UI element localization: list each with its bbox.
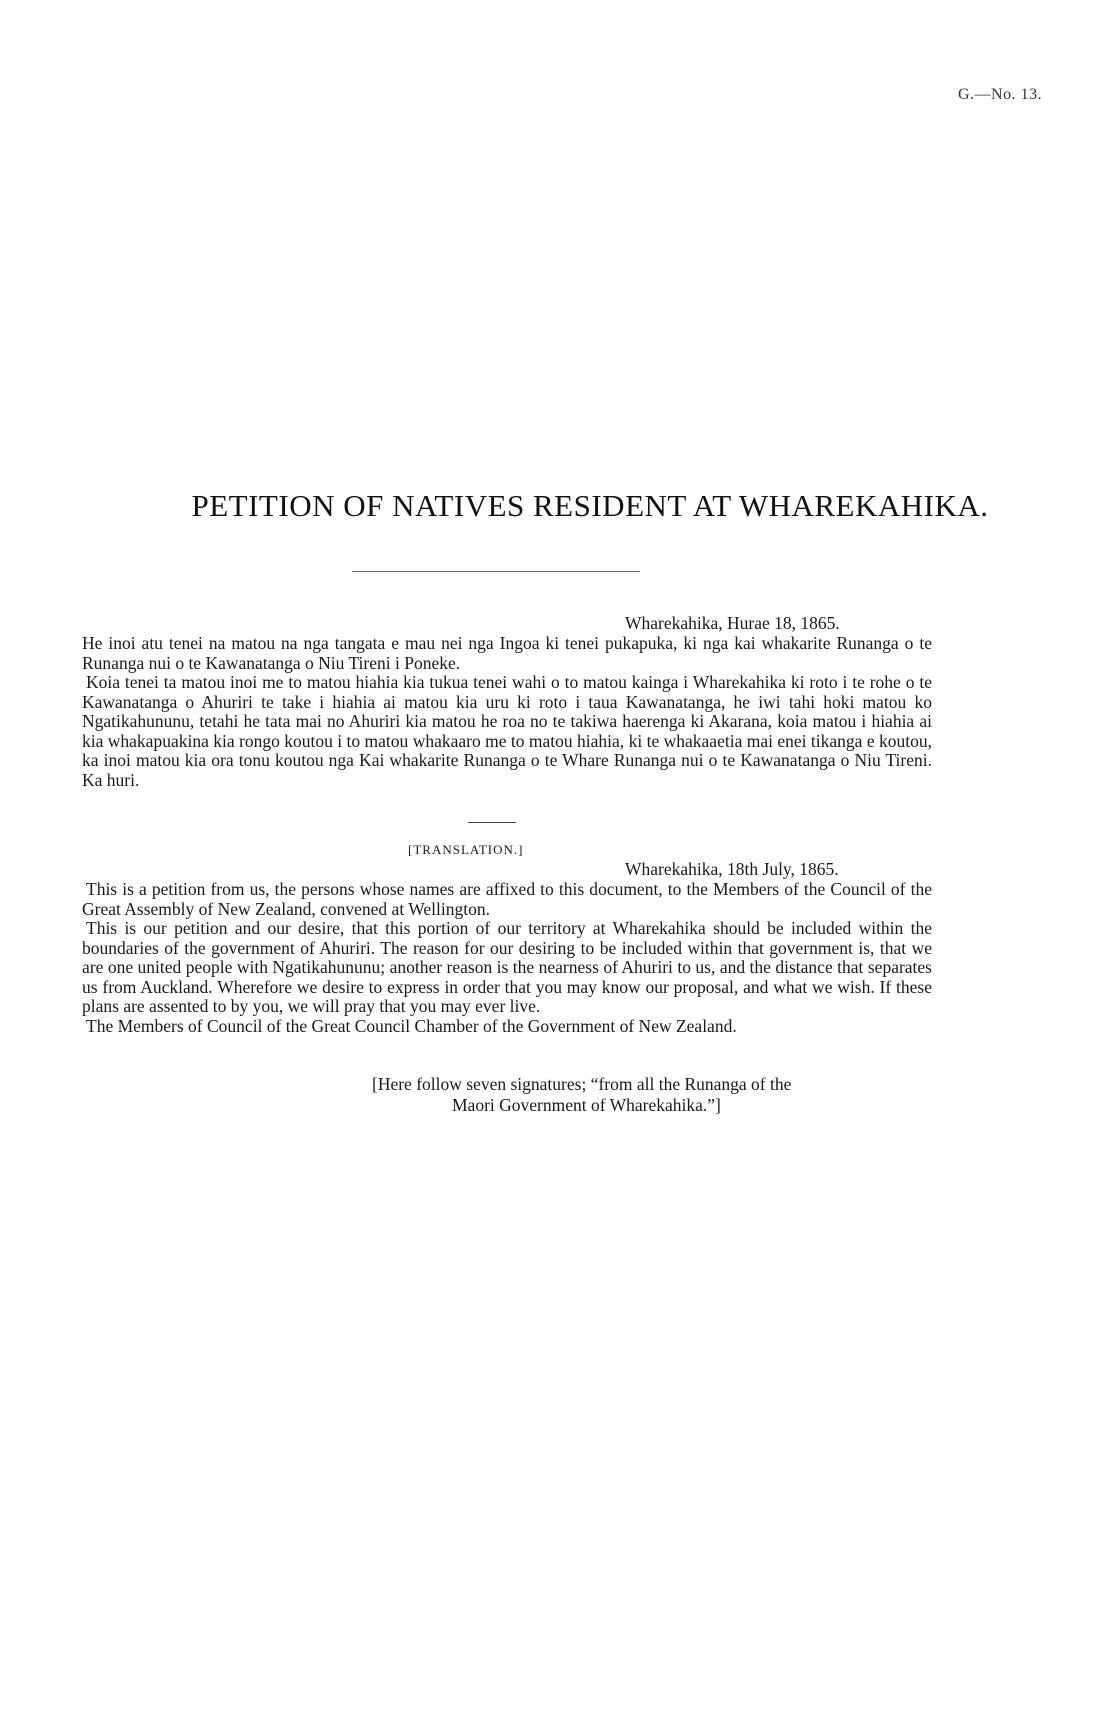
translation-text (82, 880, 932, 1036)
translation-paragraph: This is a petition from us, the persons whose names are affixed to this document, to the Members of the Council of the Great Assembly of New Zealand, convened at Wellington. (82, 879, 932, 919)
title-divider (352, 571, 640, 572)
translation-dateline: Wharekahika, 18th July, 1865. (625, 859, 839, 879)
maori-paragraph: Koia tenei ta matou inoi me to matou hiahia kia tukua tenei wahi o to matou kainga i Wharekahika ki roto i te rohe o te Kawanatanga o Ahuriri te take i hiahia ai matou kia uru ki roto i taua Kawanatanga, he iwi tahi hoki matou ko Ngatikahununu, tetahi he tata mai no Ahuriri kia matou he roa no te takiwa haerenga ki Akarana, koia matou i hiahia ai kia whakapuakina kia rongo koutou i to matou whakaaro me to matou hiahia, ki te whakaaetia mai enei tikanga e koutou, ka inoi matou kia ora tonu koutou nga Kai whakarite Runanga o te Whare Runanga nui o te Kawanatanga o Niu Tireni. Ka huri. (82, 672, 932, 790)
document-title: PETITION OF NATIVES RESIDENT AT WHAREKAHIKA. (191, 488, 989, 523)
translation-paragraph: This is our petition and our desire, that this portion of our territory at Wharekahika should be included within the boundaries of the government of Ahuriri. The reason for our desiring to be included within that government is, that we are one united people with Ngatikahununu; another reason is the nearness of Ahuriri to us, and the distance that separates us from Auckland. Wherefore we desire to express in order that you may know our proposal, and what we wish. If these plans are assented to by you, we will pray that you may ever live. (82, 918, 932, 1016)
maori-paragraph: He inoi atu tenei na matou na nga tangata e mau nei nga Ingoa ki tenei pukapuka, ki nga kai whakarite Runanga o te Runanga nui o te Kawanatanga o Niu Tireni i Poneke. (82, 633, 932, 673)
translation-closing: The Members of Council of the Great Council Chamber of the Government of New Zealand. (86, 1015, 737, 1036)
signatures-note-line2: Maori Government of Wharekahika.”] (452, 1095, 721, 1115)
section-divider (468, 822, 516, 823)
maori-text (82, 634, 932, 790)
maori-dateline: Wharekahika, Hurae 18, 1865. (625, 613, 840, 633)
page-reference: G.—No. 13. (958, 86, 1043, 103)
translation-label: [TRANSLATION.] (408, 842, 524, 857)
signatures-note-line1: [Here follow seven signatures; “from all the Runanga of the (372, 1074, 792, 1094)
